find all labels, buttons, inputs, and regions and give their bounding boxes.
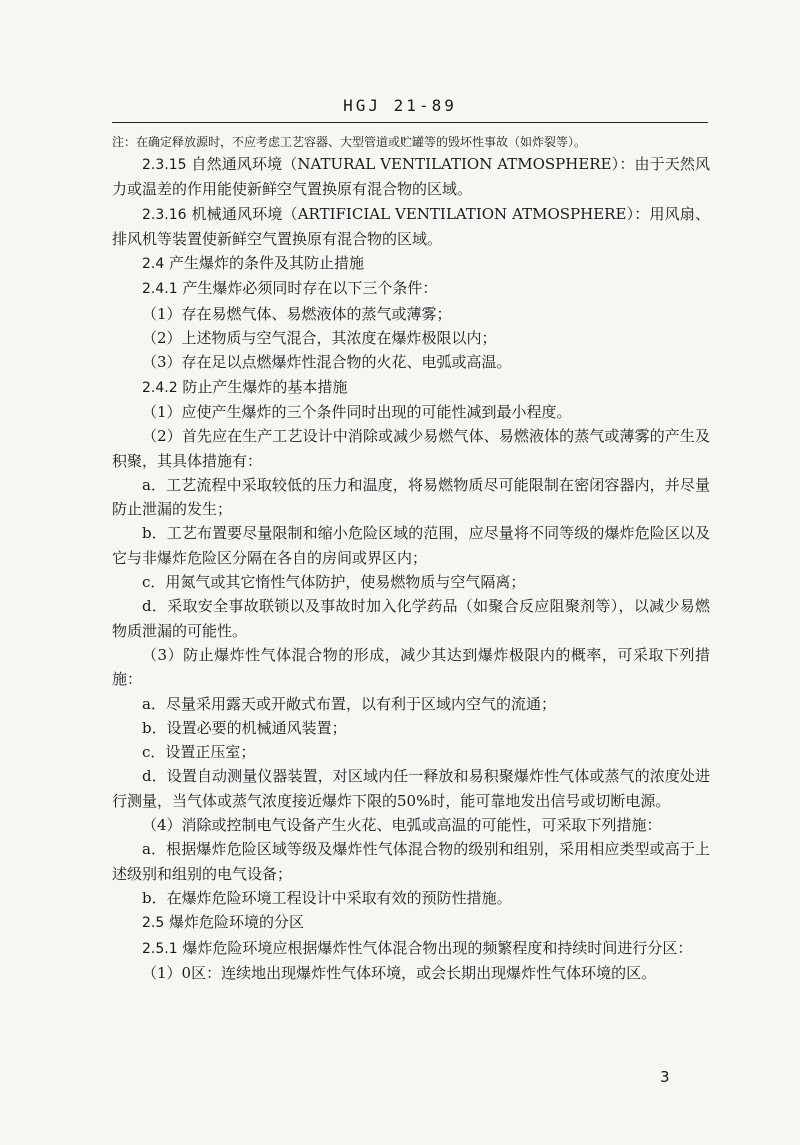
- paragraph: [112, 570, 710, 594]
- paragraph-text: d．设置自动测量仪器装置，对区域内任一释放和易积聚爆炸性气体或蒸气的浓度处进行测量，当气体或蒸气浓度接近爆炸下限的50%时，能可靠地发出信号或切断电源。: [112, 767, 710, 810]
- paragraph-text: （3）存在足以点燃爆炸性混合物的火花、电弧或高温。: [142, 353, 512, 372]
- paragraph-text: a．工艺流程中采取较低的压力和温度，将易燃物质尽可能限制在密闭容器内，并尽量防止泄漏的发生；: [112, 475, 710, 519]
- paragraph-text: （1）存在易燃气体、易燃液体的蒸气或薄雾；: [142, 304, 452, 323]
- header-rule: [112, 122, 708, 123]
- paragraph: [112, 886, 710, 910]
- paragraph: [112, 251, 710, 276]
- paragraph-text: （1）0区：连续地出现爆炸性气体环境，或会长期出现爆炸性气体环境的区。: [142, 963, 657, 982]
- paragraph-text: （2）首先应在生产工艺设计中消除或减少易燃气体、易燃液体的蒸气或薄雾的产生及积聚，其具体措施有：: [112, 427, 710, 470]
- page-number: 3: [660, 1068, 670, 1086]
- paragraph-text: b．设置必要的机械通风装置；: [142, 718, 347, 737]
- paragraph: [112, 764, 710, 813]
- paragraph: [112, 302, 710, 326]
- paragraph: [112, 692, 710, 716]
- paragraph-text: （3）防止爆炸性气体混合物的形成，减少其达到爆炸极限内的概率，可采取下列措施：: [112, 645, 710, 689]
- paragraph: [112, 910, 710, 935]
- paragraph-text: a．根据爆炸危险区域等级及爆炸性气体混合物的级别和组别，采用相应类型或高于上述级别和组别的电气设备；: [112, 840, 710, 883]
- clause-number: 2.5: [142, 915, 165, 932]
- paragraph: [112, 350, 710, 374]
- clause-number: 2.5.1: [142, 940, 178, 957]
- paragraph: [112, 643, 710, 692]
- paragraph: [112, 594, 710, 643]
- paragraph-text: 自然通风环境（NATURAL VENTILATION ATMOSPHERE）：由于天然风力或温差的作用能使新鲜空气置换原有混合物的区域。: [112, 155, 710, 199]
- paragraph: [112, 521, 710, 570]
- note-text: 注：在确定释放源时，不应考虑工艺容器、大型管道或贮罐等的毁坏性事故（如炸裂等）。: [112, 135, 587, 149]
- paragraph-text: 爆炸危险环境应根据爆炸性气体混合物出现的频繁程度和持续时间进行分区：: [177, 938, 693, 957]
- clause-number: 2.4.2: [142, 379, 178, 396]
- paragraph-text: b．工艺布置要尽量限制和缩小危险区域的范围，应尽量将不同等级的爆炸危险区以及它与非爆炸危险区分隔在各自的房间或界区内；: [112, 524, 710, 567]
- paragraph-text: c．设置正压室；: [142, 743, 256, 762]
- paragraph-text: （2）上述物质与空气混合，其浓度在爆炸极限以内；: [142, 329, 497, 348]
- paragraph-text: c．用氮气或其它惰性气体防护，使易燃物质与空气隔离；: [142, 573, 526, 592]
- paragraph-text: 产生爆炸必须同时存在以下三个条件：: [177, 279, 438, 298]
- standard-header: HGJ 21-89: [343, 96, 457, 115]
- paragraph-text: （1）应使产生爆炸的三个条件同时出现的可能性减到最小程度。: [142, 402, 572, 421]
- paragraph: [112, 424, 710, 473]
- paragraph-text: 爆炸危险环境的分区: [164, 913, 305, 932]
- paragraph: [112, 936, 710, 961]
- paragraph: [112, 473, 710, 522]
- paragraph: [112, 202, 710, 252]
- paragraph: [112, 152, 710, 202]
- paragraph: [112, 716, 710, 740]
- paragraph-text: d．采取安全事故联锁以及事故时加入化学药品（如聚合反应阻聚剂等），以减少易燃物质泄漏的可能性。: [112, 597, 710, 640]
- clause-number: 2.3.15: [142, 157, 187, 173]
- clause-number: 2.4.1: [142, 281, 178, 298]
- paragraph: [112, 740, 710, 764]
- paragraph-text: 产生爆炸的条件及其防止措施: [164, 254, 365, 273]
- paragraph-text: a．尽量采用露天或开敞式布置，以有利于区域内空气的流通；: [142, 694, 556, 713]
- paragraph: [112, 813, 710, 837]
- paragraph: [112, 326, 710, 350]
- paragraph: [112, 276, 710, 301]
- paragraph: [112, 837, 710, 886]
- paragraph: [112, 400, 710, 424]
- paragraph-text: b．在爆炸危险环境工程设计中采取有效的预防性措施。: [142, 888, 512, 907]
- paragraph-text: 机械通风环境（ARTIFICIAL VENTILATION ATMOSPHERE）：用风扇、排风机等装置使新鲜空气置换原有混合物的区域。: [112, 204, 710, 248]
- paragraph-text: 防止产生爆炸的基本措施: [177, 377, 348, 396]
- clause-number: 2.3.16: [142, 206, 187, 223]
- paragraph: [112, 375, 710, 400]
- paragraph-text: （4）消除或控制电气设备产生火花、电弧或高温的可能性，可采取下列措施：: [142, 816, 662, 835]
- clause-number: 2.4: [142, 256, 165, 273]
- paragraph: [112, 961, 710, 985]
- body-text: [112, 152, 710, 985]
